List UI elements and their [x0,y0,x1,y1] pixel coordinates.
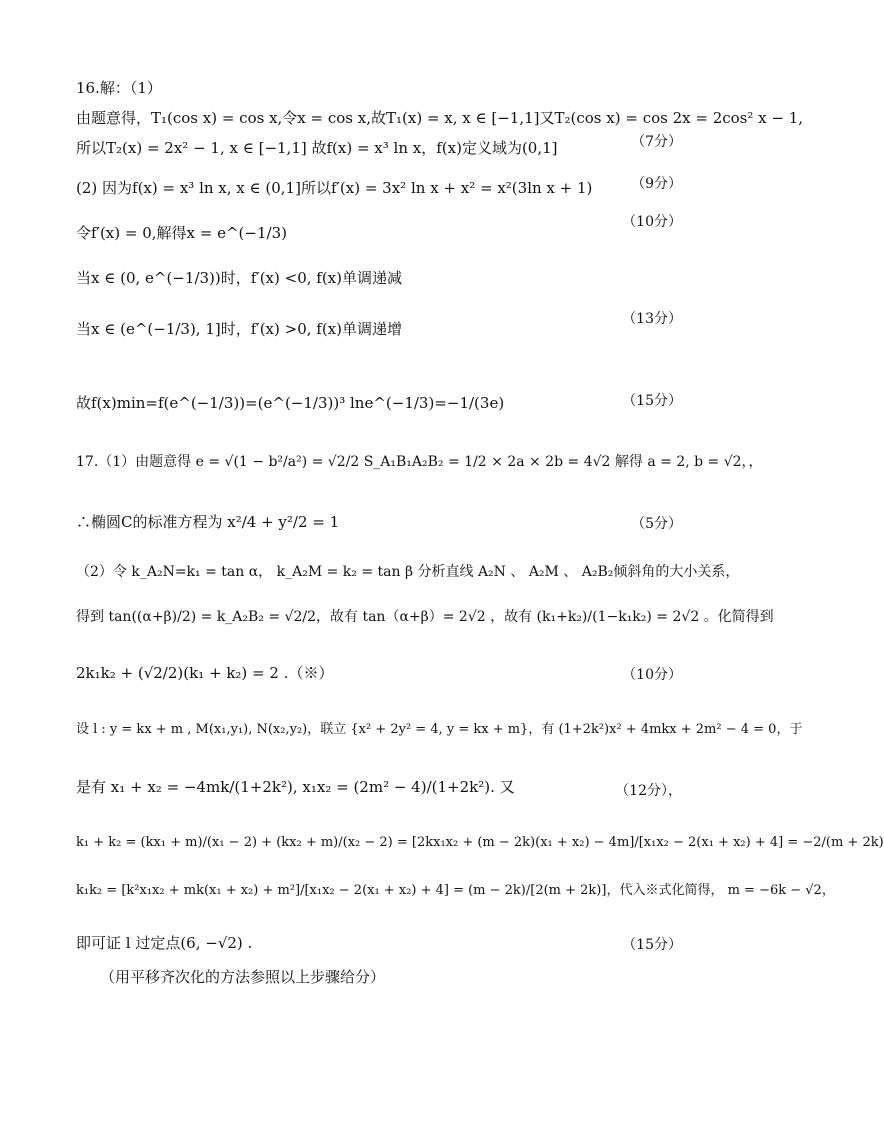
q16-line-6: 当x ∈ (e^(−1/3), 1]时，f′(x) >0, f(x)单调递增 [76,320,402,338]
q17-line-7: 是有 x₁ + x₂ = −4mk/(1+2k²), x₁x₂ = (2m² − 4)/(1+2k²). 又 [76,778,515,796]
q17-line-5: 2k₁k₂ + (√2/2)(k₁ + k₂) = 2 .（※） [76,664,334,682]
q16-score-3: （10分） [622,214,682,230]
q17-score-4: （15分） [622,937,682,953]
q16-score-5: （15分） [622,393,682,409]
q16-line-1: 由题意得，T₁(cos x) = cos x,令x = cos x,故T₁(x) = x, x ∈ [−1,1]又T₂(cos x) = cos 2x = 2cos² x − 1, [76,109,804,127]
q17-note: （用平移齐次化的方法参照以上步骤给分） [100,968,386,986]
q17-line-6: 设 l : y = kx + m , M(x₁,y₁), N(x₂,y₂)，联立 {x² + 2y² = 4, y = kx + m}，有 (1+2k²)x² + 4mkx + 2m² − 4 = 0，于 [76,722,803,737]
q17-line-9: k₁k₂ = [k²x₁x₂ + mk(x₁ + x₂) + m²]/[x₁x₂ − 2(x₁ + x₂) + 4] = (m − 2k)/[2(m + 2k)]，代入※式化简得， m = −6k − √2， [76,883,835,898]
q17-line-3: （2）令 k_A₂N=k₁ = tan α， k_A₂M = k₂ = tan β 分析直线 A₂N 、 A₂M 、 A₂B₂倾斜角的大小关系， [76,564,740,580]
q16-line-7: 故f(x)min=f(e^(−1/3))=(e^(−1/3))³ lne^(−1/3)=−1/(3e) [76,394,505,412]
q17-score-3: （12分）， [615,783,682,799]
q17-line-4: 得到 tan((α+β)/2) = k_A₂B₂ = √2/2，故有 tan（α+β）= 2√2 ，故有 (k₁+k₂)/(1−k₁k₂) = 2√2 。化简得到 [76,609,774,625]
q16-score-1: （7分） [631,134,682,150]
q16-line-3: (2) 因为f(x) = x³ ln x, x ∈ (0,1]所以f′(x) = 3x² ln x + x² = x²(3ln x + 1) [76,179,593,197]
q16-header: 16.解：（1） [76,79,162,97]
q16-score-4: （13分） [622,311,682,327]
q17-line-8: k₁ + k₂ = (kx₁ + m)/(x₁ − 2) + (kx₂ + m)/(x₂ − 2) = [2kx₁x₂ + (m − 2k)(x₁ + x₂) − 4m]/[x₁x₂ − 2(x₁ + x₂) + 4] = −2/(m + 2k) [76,835,884,850]
q16-line-4: 令f′(x) = 0,解得x = e^(−1/3) [76,224,287,242]
q17-score-2: （10分） [622,667,682,683]
q16-line-2: 所以T₂(x) = 2x² − 1, x ∈ [−1,1] 故f(x) = x³ ln x，f(x)定义域为(0,1] [76,139,558,157]
q17-line-2: ∴椭圆C的标准方程为 x²/4 + y²/2 = 1 [76,513,340,531]
q17-line-1: 17.（1）由题意得 e = √(1 − b²/a²) = √2/2 S_A₁B₁A₂B₂ = 1/2 × 2a × 2b = 4√2 解得 a = 2, b = √2，， [76,454,763,470]
q16-score-2: （9分） [631,176,682,192]
q17-line-10: 即可证 l 过定点(6, −√2) . [76,934,253,952]
q17-score-1: （5分） [631,516,682,532]
q16-line-5: 当x ∈ (0, e^(−1/3))时，f′(x) <0, f(x)单调递减 [76,269,402,287]
